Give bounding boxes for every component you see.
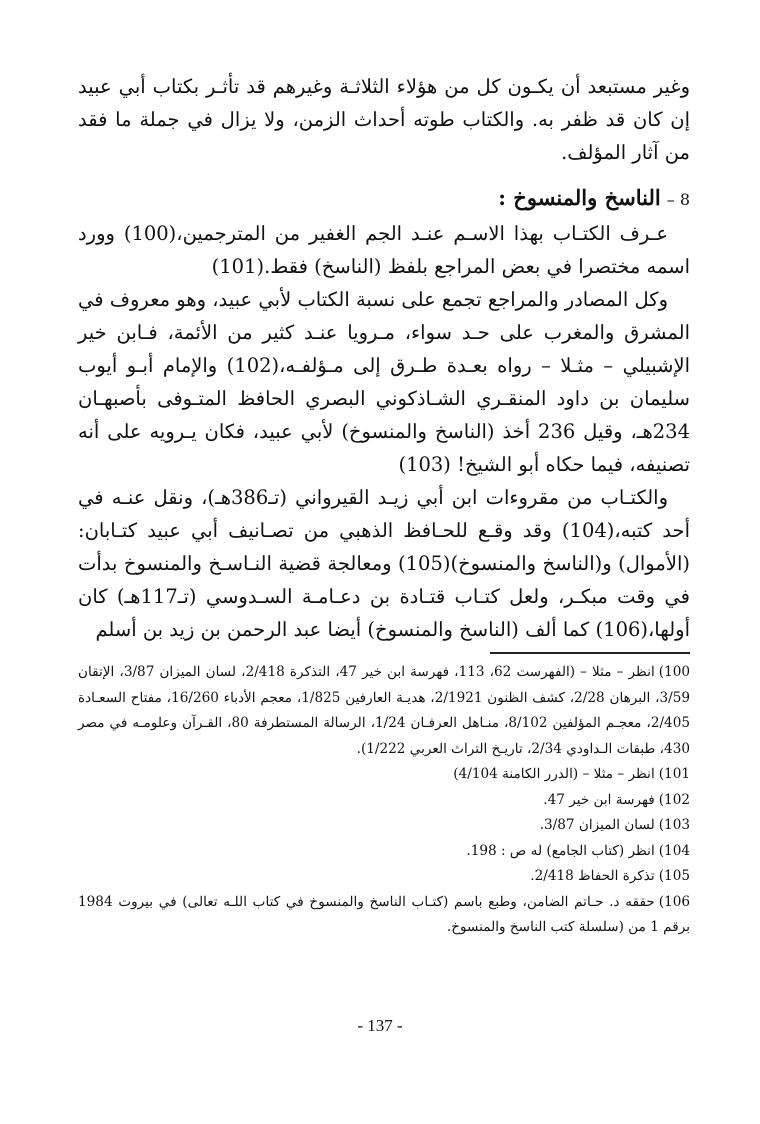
footnote-number: 101) — [658, 766, 690, 782]
paragraph-title-known: عـرف الكتـاب بهذا الاسـم عنـد الجم الغفير من المترجمين،(100) وورد اسمه مختصرا في بعض المراجع بلفظ (الناسخ) فقط.(101) — [78, 222, 690, 278]
page-number: - 137 - — [357, 1016, 403, 1035]
paragraph-intro: وغير مستبعد أن يكـون كل من هؤلاء الثلاثـة وغيرهم قد تأثـر بكتاب أبي عبيد إن كان قد ظفر به. والكتاب طوته أحداث الزمن، ولا يزال في جملة ما فقد من آثار المؤلف. — [78, 75, 690, 164]
footnote-100 — [78, 660, 690, 762]
footnote-number: 100) — [658, 664, 691, 680]
footnote-106 — [78, 890, 690, 941]
section-title: الناسخ والمنسوخ : — [498, 185, 661, 210]
section-heading — [78, 181, 690, 217]
footnote-text: حققه د. حـاتم الضامن، وطبع باسم (كتـاب الناسخ والمنسوخ في كتاب اللـه تعالى) في بيروت 1984 برقم 1 من (سلسلة كتب الناسخ والمنسوخ. — [78, 893, 690, 935]
footnote-number: 103) — [658, 817, 690, 833]
paragraph-transmission: والكتـاب من مقروءات ابن أبي زيـد القيرواني (تـ386هـ)، ونقل عنـه في أحد كتبه،(104) وقد وقـع للحـافظ الذهبي من تصـانيف أبي عبيد كتـابان: (الأموال) و(الناسخ والمنسوخ)(105) ومعالجة قضية النـاسـخ والمنسوخ بدأت في وقت مبكـر، ولعل كتـاب قتـادة بن دعـامـة السـدوسي (تـ117هـ) كان أولها،(106) كما ألف (الناسخ والمنسوخ) أيضا عبد الرحمن بن زيد بن أسلم — [78, 486, 690, 641]
footnote-102 — [78, 788, 690, 814]
footnote-text: انظر – مثلا – (الدرر الكامنة 4/104) — [453, 766, 655, 782]
section-number: 8 – — [666, 190, 690, 209]
footnote-105 — [78, 864, 690, 890]
footnote-number: 104) — [658, 842, 690, 859]
footnote-text: انظر (كتاب الجامع) له ص : 198. — [466, 842, 655, 859]
footnote-number: 102) — [658, 791, 690, 808]
footnote-separator — [490, 652, 690, 654]
paragraph-attribution: وكل المصادر والمراجع تجمع على نسبة الكتاب لأبي عبيد، وهو معروف في المشرق والمغرب على حـد سواء، مـرويا عنـد كثير من الأئمة، فـابن خير الإشبيلي – مثـلا – رواه بعـدة طـرق إلى مـؤلفـه،(102) والإمام أبـو أيوب سليمان بن داود المنقـري الشـاذكوني البصري الحافظ المتـوفى بأصبهـان 234هـ، وقيل 236 أخذ (الناسخ والمنسوخ) لأبي عبيد، فكان يـرويه على أنه تصنيفه، فيما حكاه أبو الشيخ! (103) — [78, 288, 690, 476]
footnote-101 — [78, 762, 690, 788]
footnote-103 — [78, 813, 690, 839]
footnote-text: لسان الميزان 3/87. — [539, 817, 655, 833]
page-content — [78, 70, 690, 941]
footnote-number: 105) — [658, 868, 690, 884]
footnote-text: انظر – مثلا – (الفهرست 62، 113، فهرسة ابن خير 47، التذكرة 2/418، لسان الميزان 3/87، الإتقان 3/59، البرهان 2/28، كشف الظنون 2/1921، هديـة العارفين 1/825، معجم الأدباء 16/260، مفتاح السعـادة 2/405، معجـم المؤلفين 8/102، منـاهل العرفـان 1/24، الرسالة المستطرفة 80، القـرآن وعلومـه في مصر 430، طبقات الـداودي 2/34، تاريـخ التراث العربي 1/222). — [78, 664, 691, 757]
footnote-text: تذكرة الحفاظ 2/418. — [530, 868, 655, 884]
footnotes — [78, 660, 690, 941]
footnote-number: 106) — [658, 893, 690, 910]
footnote-104 — [78, 839, 690, 865]
footnote-text: فهرسة ابن خير 47. — [543, 791, 655, 808]
